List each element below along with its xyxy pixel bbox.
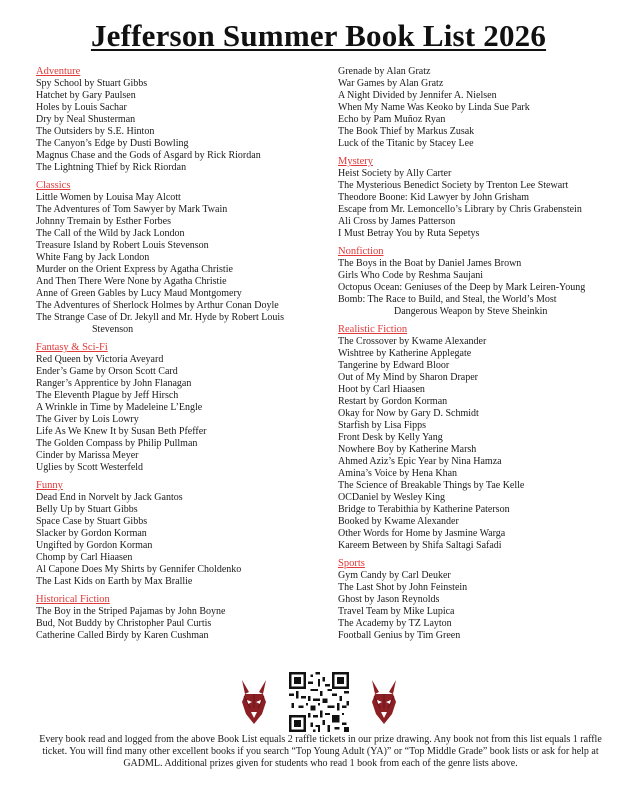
- book-item: I Must Betray You by Ruta Sepetys: [338, 228, 480, 239]
- book-item: Tangerine by Edward Bloor: [338, 360, 450, 371]
- book-item: Uglies by Scott Westerfeld: [36, 462, 144, 473]
- book-item: Red Queen by Victoria Aveyard: [36, 354, 164, 365]
- book-item: Front Desk by Kelly Yang: [338, 432, 443, 443]
- book-item: Travel Team by Mike Lupica: [338, 606, 455, 617]
- book-item: Ungifted by Gordon Korman: [36, 540, 153, 551]
- genre-heading: Adventure: [36, 66, 81, 77]
- book-item: The Outsiders by S.E. Hinton: [36, 126, 155, 137]
- book-item: The Crossover by Kwame Alexander: [338, 336, 487, 347]
- book-item: Dry by Neal Shusterman: [36, 114, 136, 125]
- book-item: The Eleventh Plague by Jeff Hirsch: [36, 390, 179, 401]
- book-item: Magnus Chase and the Gods of Asgard by Rick Riordan: [36, 150, 261, 161]
- genre-heading: Historical Fiction: [36, 594, 110, 605]
- book-item: The Lightning Thief by Rick Riordan: [36, 162, 187, 173]
- genre-section-sports: [338, 558, 620, 642]
- genre-heading: Sports: [338, 558, 365, 569]
- genre-heading: Classics: [36, 180, 71, 191]
- genre-section-realistic-fiction: [338, 324, 620, 552]
- book-item: The Last Kids on Earth by Max Brallie: [36, 576, 193, 587]
- genre-section-fantasy-scifi: [36, 342, 332, 474]
- book-item: Escape from Mr. Lemoncello’s Library by Chris Grabenstein: [338, 204, 582, 215]
- genre-section-funny: [36, 480, 332, 588]
- book-item: The Science of Breakable Things by Tae Kelle: [338, 480, 525, 491]
- wolf-mascot-icon: [236, 678, 272, 726]
- book-item: Ranger’s Apprentice by John Flanagan: [36, 378, 192, 389]
- book-item: Space Case by Stuart Gibbs: [36, 516, 148, 527]
- book-item: Kareem Between by Shifa Saltagi Safadi: [338, 540, 502, 551]
- book-item: Out of My Mind by Sharon Draper: [338, 372, 478, 383]
- book-item: Bud, Not Buddy by Christopher Paul Curtis: [36, 618, 212, 629]
- right-column: [338, 66, 620, 648]
- book-item: The Adventures of Tom Sawyer by Mark Twain: [36, 204, 228, 215]
- book-item: Starfish by Lisa Fipps: [338, 420, 427, 431]
- book-item: Restart by Gordon Korman: [338, 396, 448, 407]
- book-item: Life As We Knew It by Susan Beth Pfeffer: [36, 426, 207, 437]
- book-item: The Golden Compass by Philip Pullman: [36, 438, 198, 449]
- book-item: The Last Shot by John Feinstein: [338, 582, 468, 593]
- book-item: Amina’s Voice by Hena Khan: [338, 468, 458, 479]
- genre-section-historical-fiction-continued: [338, 66, 620, 150]
- book-item: Girls Who Code by Reshma Saujani: [338, 270, 484, 281]
- book-item: The Strange Case of Dr. Jekyll and Mr. Hyde by Robert Louis: [36, 312, 285, 323]
- book-item: The Adventures of Sherlock Holmes by Arthur Conan Doyle: [36, 300, 279, 311]
- book-item: Belly Up by Stuart Gibbs: [36, 504, 138, 515]
- book-item: War Games by Alan Gratz: [338, 78, 444, 89]
- book-item: Football Genius by Tim Green: [338, 630, 461, 641]
- book-item: Okay for Now by Gary D. Schmidt: [338, 408, 479, 419]
- book-item: The Mysterious Benedict Society by Trenton Lee Stewart: [338, 180, 569, 191]
- book-item: Echo by Pam Muñoz Ryan: [338, 114, 446, 125]
- genre-section-nonfiction: [338, 246, 620, 318]
- book-item: Other Words for Home by Jasmine Warga: [338, 528, 506, 539]
- page-title: Jefferson Summer Book List 2026: [90, 18, 547, 53]
- book-item: Catherine Called Birdy by Karen Cushman: [36, 630, 209, 641]
- book-item: A Night Divided by Jennifer A. Nielsen: [338, 90, 497, 101]
- book-item: Hatchet by Gary Paulsen: [36, 90, 136, 101]
- genre-heading: Mystery: [338, 156, 373, 167]
- genre-section-classics: [36, 180, 332, 336]
- book-item: Dead End in Norvelt by Jack Gantos: [36, 492, 183, 503]
- left-column: [36, 66, 332, 648]
- book-item: Murder on the Orient Express by Agatha Christie: [36, 264, 233, 275]
- book-item: Bridge to Terabithia by Katherine Paterson: [338, 504, 510, 515]
- book-item: The Book Thief by Markus Zusak: [338, 126, 475, 137]
- genre-heading: Funny: [36, 480, 63, 491]
- book-item: Ahmed Aziz’s Epic Year by Nina Hamza: [338, 456, 502, 467]
- book-item: The Giver by Lois Lowry: [36, 414, 139, 425]
- footer-images: [0, 672, 637, 734]
- genre-section-adventure: [36, 66, 332, 174]
- book-item: Bomb: The Race to Build, and Steal, the World’s Most: [338, 294, 557, 305]
- book-item-continued: Stevenson: [92, 324, 134, 335]
- book-item: The Canyon’s Edge by Dusti Bowling: [36, 138, 189, 149]
- book-item: Heist Society by Ally Carter: [338, 168, 452, 179]
- book-item: Gym Candy by Carl Deuker: [338, 570, 451, 581]
- genre-section-mystery: [338, 156, 620, 240]
- qr-code-icon: [289, 672, 349, 732]
- book-item-continued: Dangerous Weapon by Steve Sheinkin: [394, 306, 548, 317]
- book-item: Ghost by Jason Reynolds: [338, 594, 440, 605]
- book-item: When My Name Was Keoko by Linda Sue Park: [338, 102, 530, 113]
- genre-heading: Fantasy & Sci-Fi: [36, 342, 108, 353]
- book-item: Wishtree by Katherine Applegate: [338, 348, 472, 359]
- book-item: The Boys in the Boat by Daniel James Brown: [338, 258, 522, 269]
- book-item: Ali Cross by James Patterson: [338, 216, 456, 227]
- book-item: Chomp by Carl Hiaasen: [36, 552, 133, 563]
- book-item: Theodore Boone: Kid Lawyer by John Grisham: [338, 192, 530, 203]
- book-item: The Boy in the Striped Pajamas by John Boyne: [36, 606, 226, 617]
- book-item: Hoot by Carl Hiaasen: [338, 384, 425, 395]
- book-item: And Then There Were None by Agatha Christie: [36, 276, 227, 287]
- book-item: Cinder by Marissa Meyer: [36, 450, 139, 461]
- genre-section-historical-fiction: [36, 594, 332, 642]
- book-item: Slacker by Gordon Korman: [36, 528, 147, 539]
- wolf-mascot-icon: [366, 678, 402, 726]
- book-item: Treasure Island by Robert Louis Stevenson: [36, 240, 209, 251]
- book-item: Al Capone Does My Shirts by Gennifer Choldenko: [36, 564, 242, 575]
- footer-note: Every book read and logged from the above Book List equals 2 raffle tickets in our prize drawing. Any book not from this list equals 1 raffle ticket. You will find many other excellent books if you search “Top Young Adult (YA)” or “Top Middle Grade” book lists or ask for help at GADML. Additional prizes given for students who read 1 book from each of the genre lists above.: [39, 734, 602, 770]
- book-item: White Fang by Jack London: [36, 252, 150, 263]
- genre-heading: Nonfiction: [338, 246, 384, 257]
- book-item: Johnny Tremain by Esther Forbes: [36, 216, 171, 227]
- book-item: OCDaniel by Wesley King: [338, 492, 446, 503]
- book-item: Nowhere Boy by Katherine Marsh: [338, 444, 477, 455]
- book-item: The Call of the Wild by Jack London: [36, 228, 185, 239]
- book-item: Little Women by Louisa May Alcott: [36, 192, 181, 203]
- book-item: A Wrinkle in Time by Madeleine L’Engle: [36, 402, 203, 413]
- book-item: Grenade by Alan Gratz: [338, 66, 431, 77]
- book-item: Luck of the Titanic by Stacey Lee: [338, 138, 474, 149]
- book-item: Octopus Ocean: Geniuses of the Deep by Mark Leiren-Young: [338, 282, 586, 293]
- book-item: Holes by Louis Sachar: [36, 102, 127, 113]
- book-item: Ender’s Game by Orson Scott Card: [36, 366, 178, 377]
- book-item: Spy School by Stuart Gibbs: [36, 78, 148, 89]
- book-item: Booked by Kwame Alexander: [338, 516, 459, 527]
- book-item: Anne of Green Gables by Lucy Maud Montgomery: [36, 288, 242, 299]
- genre-heading: Realistic Fiction: [338, 324, 408, 335]
- book-item: The Academy by TZ Layton: [338, 618, 452, 629]
